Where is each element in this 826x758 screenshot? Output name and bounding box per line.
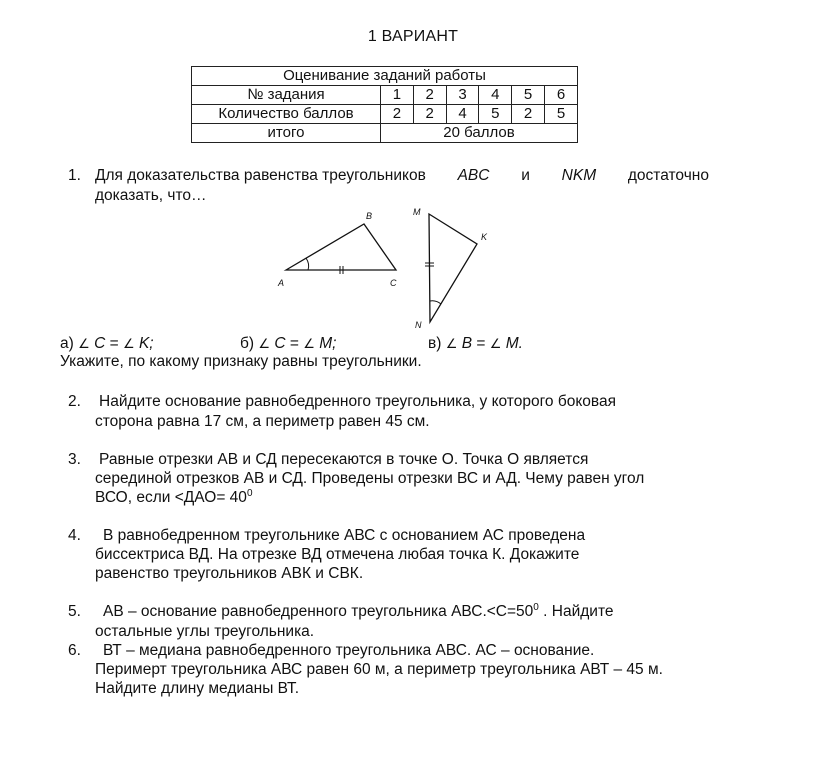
grading-table xyxy=(191,66,578,143)
angle-icon: ∠ xyxy=(122,336,135,351)
task-number: 4 xyxy=(479,86,512,105)
page-title: 1 ВАРИАНТ xyxy=(367,28,459,45)
angle-mark-a xyxy=(306,258,309,270)
task-number: 4. xyxy=(68,527,81,544)
triangle-name-abc: ABC xyxy=(457,167,490,184)
table-row xyxy=(192,86,578,105)
option-letter: в) xyxy=(428,335,442,352)
task-text-line: Перимерт треугольника АВС равен 60 м, а периметр треугольника АВТ – 45 м. xyxy=(95,661,663,678)
option-letter: а) xyxy=(60,335,74,352)
option-eq: = xyxy=(289,335,299,352)
task-3 xyxy=(0,450,826,510)
task-text-line: В равнобедренном треугольнике АВС с основанием АС проведена xyxy=(103,527,586,544)
option-expr: M; xyxy=(319,335,337,352)
task-6 xyxy=(0,641,826,701)
task-2 xyxy=(0,392,826,432)
option-expr: K; xyxy=(138,335,154,352)
vertex-label-n: N xyxy=(415,320,422,330)
table-row xyxy=(192,67,578,86)
points-cell: 2 xyxy=(381,105,414,124)
row-label-points: Количество баллов xyxy=(192,105,381,124)
table-row xyxy=(192,124,578,143)
option-c xyxy=(428,335,523,353)
text-fragment: АВ – основание равнобедренного треугольника АВС.<С=50 xyxy=(103,603,534,620)
task-text-line: Найдите основание равнобедренного треугольника, у которого боковая xyxy=(99,393,616,410)
task-5 xyxy=(0,602,826,642)
task-text-line xyxy=(95,166,709,186)
option-expr: C xyxy=(94,335,106,352)
triangle-abc xyxy=(286,224,396,270)
vertex-label-m: M xyxy=(413,207,421,217)
task-number: 1. xyxy=(68,167,81,184)
task-text-line: остальные углы треугольника. xyxy=(95,623,315,640)
task-text-line: сторона равна 17 см, а периметр равен 45 см. xyxy=(95,413,430,430)
angle-icon: ∠ xyxy=(303,336,315,351)
task-text-line: серединой отрезков АВ и СД. Проведены отрезки ВС и АД. Чему равен угол xyxy=(95,470,645,487)
vertex-label-c: C xyxy=(390,278,397,288)
table-header: Оценивание заданий работы xyxy=(192,67,578,86)
angle-icon: ∠ xyxy=(78,336,90,351)
triangles-figure xyxy=(270,200,510,335)
task-number: 6 xyxy=(544,86,577,105)
text-fragment: ВСО, если <ДАО= 40 xyxy=(95,489,247,506)
row-label-task: № задания xyxy=(192,86,381,105)
text-fragment: и xyxy=(521,167,530,184)
option-eq: = xyxy=(109,335,119,352)
task-number: 1 xyxy=(381,86,414,105)
task-text-line: Найдите длину медианы ВТ. xyxy=(95,680,300,697)
vertex-label-k: K xyxy=(481,232,488,242)
degree-superscript: 0 xyxy=(533,601,539,613)
task-number: 3 xyxy=(446,86,479,105)
points-cell: 2 xyxy=(512,105,545,124)
task-text-line xyxy=(95,488,253,508)
task-4 xyxy=(0,526,826,586)
option-eq: = xyxy=(476,335,486,352)
points-cell: 5 xyxy=(479,105,512,124)
option-expr: B xyxy=(461,335,473,352)
task-number: 5. xyxy=(68,603,81,620)
task-text-line: ВТ – медиана равнобедренного треугольника АВС. АС – основание. xyxy=(103,642,595,659)
option-expr: C xyxy=(274,335,286,352)
angle-icon: ∠ xyxy=(258,336,271,351)
triangle-mkn xyxy=(429,214,477,322)
points-cell: 2 xyxy=(413,105,446,124)
task-text-line: Равные отрезки АВ и СД пересекаются в точке О. Точка О является xyxy=(99,451,589,468)
task-number: 2. xyxy=(68,393,81,410)
option-a xyxy=(60,335,154,353)
option-letter: б) xyxy=(240,335,255,352)
text-fragment: достаточно xyxy=(627,167,709,184)
angle-mark-n xyxy=(430,301,441,304)
angle-icon: ∠ xyxy=(445,336,458,351)
option-expr: M. xyxy=(505,335,523,352)
angle-icon: ∠ xyxy=(489,336,502,351)
text-fragment: Для доказательства равенства треугольников xyxy=(95,167,426,184)
task-1-question: Укажите, по какому признаку равны треугольники. xyxy=(60,353,422,370)
task-text-line: равенство треугольников АВК и СВК. xyxy=(95,565,364,582)
text-fragment: . Найдите xyxy=(538,603,614,620)
points-cell: 5 xyxy=(544,105,577,124)
option-b xyxy=(240,335,336,353)
triangle-name-nkm: NKM xyxy=(561,167,597,184)
total-label: итого xyxy=(192,124,381,143)
task-text-line: доказать, что… xyxy=(95,187,207,204)
task-number: 2 xyxy=(413,86,446,105)
points-cell: 4 xyxy=(446,105,479,124)
vertex-label-a: A xyxy=(278,278,285,288)
vertex-label-b: B xyxy=(366,211,373,221)
table-row xyxy=(192,105,578,124)
degree-superscript: 0 xyxy=(246,487,253,499)
task-number: 3. xyxy=(68,451,81,468)
task-text-line: биссектриса ВД. На отрезке ВД отмечена любая точка К. Докажите xyxy=(95,546,580,563)
task-number: 6. xyxy=(68,642,81,659)
task-text-line xyxy=(103,602,614,622)
total-value: 20 баллов xyxy=(381,124,578,143)
task-number: 5 xyxy=(512,86,545,105)
